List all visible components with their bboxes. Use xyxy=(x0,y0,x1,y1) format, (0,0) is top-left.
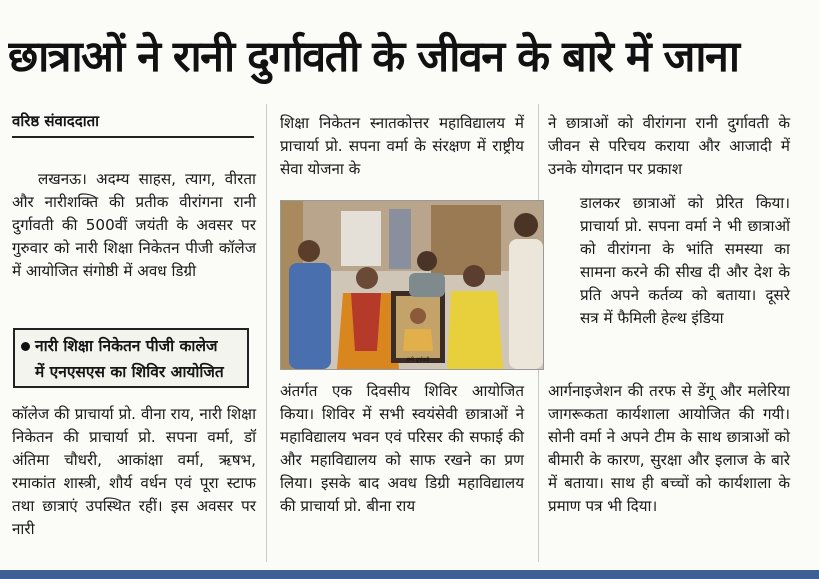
article-paragraph: शिक्षा निकेतन स्नातकोत्तर महाविद्यालय में प्राचार्या प्रो. सपना वर्मा के संरक्षण में राष्ट्रीय सेवा योजना के xyxy=(280,114,524,178)
article-paragraph: ने छात्राओं को वीरांगना रानी दुर्गावती के जीवन से परिचय कराया और आजादी में उनके योगदान पर प्रकाश xyxy=(548,114,790,178)
frame-caption: रानी दुर्गावती xyxy=(406,357,430,363)
page-footer-band xyxy=(0,570,819,579)
article-column-1 xyxy=(12,168,256,283)
article-paragraph: लखनऊ। अदम्य साहस, त्याग, वीरता और नारीशक्ति की प्रतीक वीरांगना रानी दुर्गावती की 500वीं जयंती के अवसर पर गुरुवार को नारी शिक्षा निकेतन पीजी कॉलेज में आयोजित संगोष्ठी में अवध डिग्री xyxy=(12,170,256,280)
column-divider xyxy=(266,104,267,562)
highlight-line: में एनएसएस का शिविर आयोजित xyxy=(35,363,224,381)
highlight-line xyxy=(21,333,241,359)
bullet-icon xyxy=(21,342,30,351)
article-paragraph: डालकर छात्राओं को प्रेरित किया। प्राचार्या प्रो. सपना वर्मा ने भी छात्राओं को वीरांगना के भांति समस्या का सामना करने की सीख दी और देश के प्रति अपने कर्तव्य को बताया। दूसरे सत्र में फैमिली हेल्थ इंडिया xyxy=(580,194,790,327)
article-paragraph: अंतर्गत एक दिवसीय शिविर आयोजित किया। शिविर में सभी स्वयंसेवी छात्राओं ने महाविद्यालय भवन एवं परिसर की सफाई की और महाविद्यालय को साफ रखने का प्रण लिया। इसके बाद अवध डिग्री महाविद्यालय की प्राचार्या प्रो. बीना राय xyxy=(280,382,524,515)
article-column-3-wrap xyxy=(580,192,790,330)
article-paragraph: कॉलेज की प्राचार्या प्रो. वीना राय, नारी शिक्षा निकेतन की प्राचार्या प्रो. सपना वर्मा, डॉ अंतिमा चौधरी, आकांक्षा वर्मा, ऋषभ, रमाकांत शास्त्री, शौर्य वर्धन एवं पूरा स्टाफ तथा छात्राएं उपस्थित रहीं। इस अवसर पर नारी xyxy=(12,405,256,538)
article-column-1-cont xyxy=(12,403,256,541)
article-column-3-cont xyxy=(548,380,790,518)
article-column-3 xyxy=(548,112,790,181)
highlight-box xyxy=(13,328,249,388)
news-photo xyxy=(280,200,544,370)
highlight-text: नारी शिक्षा निकेतन पीजी कालेज xyxy=(35,337,218,355)
byline: वरिष्ठ संवाददाता xyxy=(12,110,254,138)
headline: छात्राओं ने रानी दुर्गावती के जीवन के बारे में जाना xyxy=(8,32,739,82)
photo-illustration xyxy=(281,201,543,369)
article-paragraph: आर्गनाइजेशन की तरफ से डेंगू और मलेरिया जागरूकता कार्यशाला आयोजित की गयी। सोनी वर्मा ने अपने टीम के साथ छात्राओं को बीमारी के कारण, सुरक्षा और इलाज के बारे में बताया। साथ ही बच्चों को कार्यशाला के प्रमाण पत्र भी दिया। xyxy=(548,382,790,515)
article-column-2-cont xyxy=(280,380,524,518)
article-column-2 xyxy=(280,112,524,181)
